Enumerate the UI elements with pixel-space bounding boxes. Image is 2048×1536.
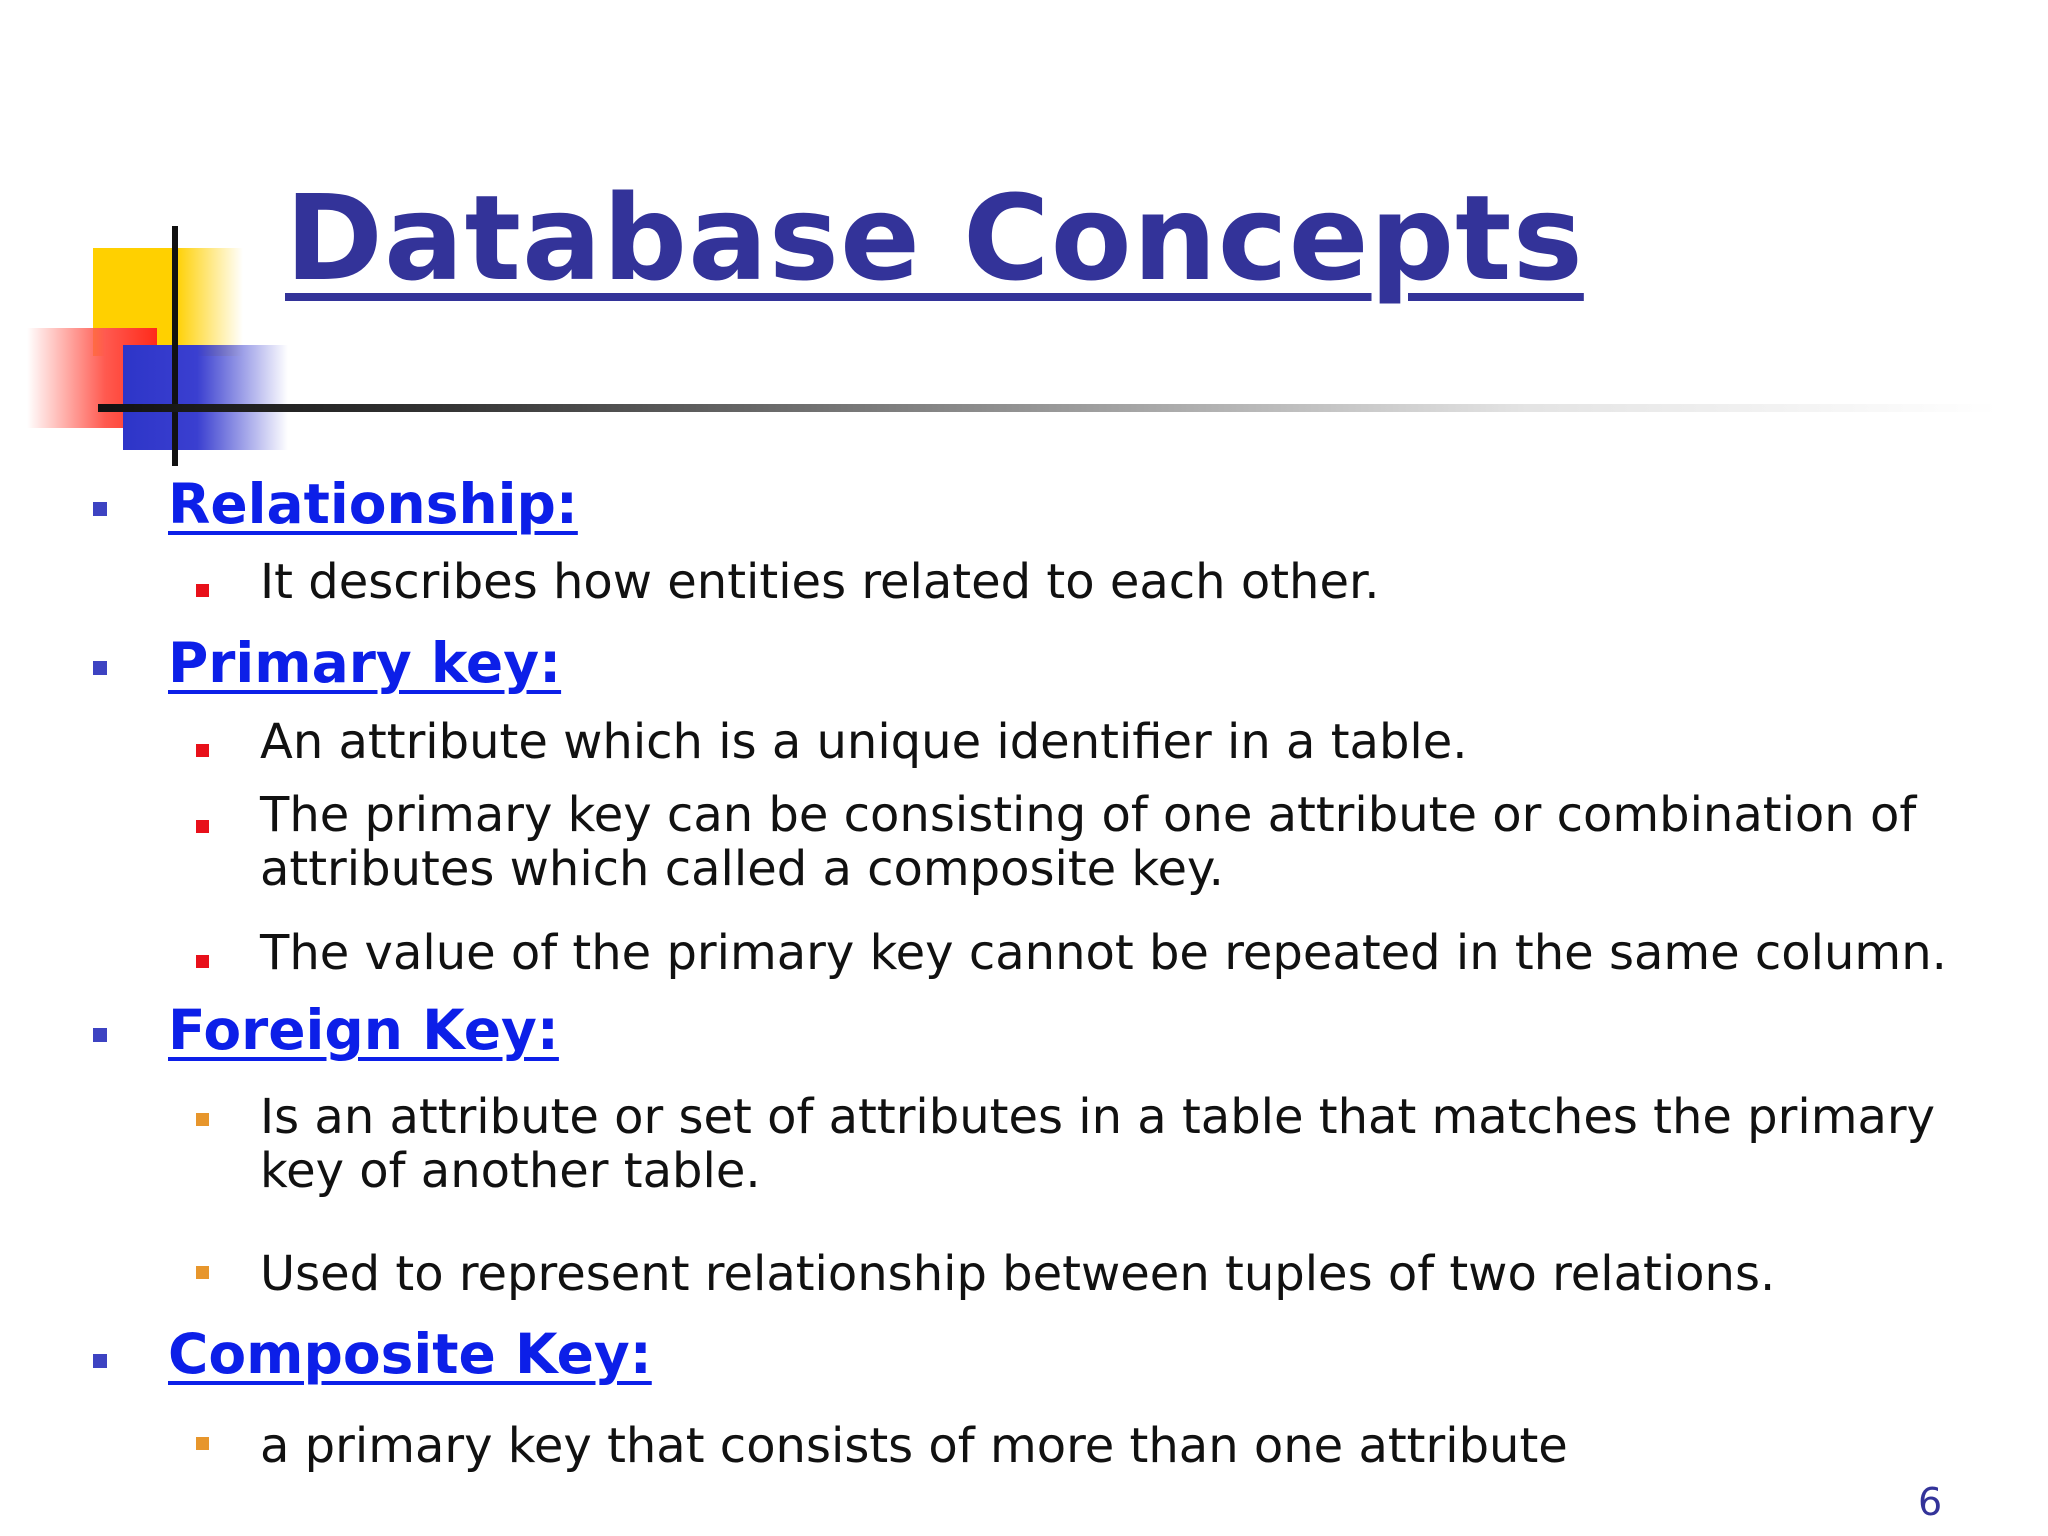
bullet-level2-icon	[196, 584, 209, 597]
bullet-level2-icon	[196, 1266, 209, 1279]
heading-foreign-key-link[interactable]: Foreign Key:	[168, 998, 559, 1062]
body-text-foreign-key-2: Used to represent relationship between tuples of two relations.	[260, 1246, 1776, 1302]
body-text-relationship-1: It describes how entities related to each other.	[260, 554, 1380, 610]
heading-relationship-link[interactable]: Relationship:	[168, 472, 578, 536]
bullet-level1-icon	[93, 502, 107, 516]
bullet-level2-icon	[196, 955, 209, 968]
bullet-level2-icon	[196, 744, 209, 757]
bullet-level1-icon	[93, 661, 107, 675]
bullet-level1-icon	[93, 1354, 107, 1368]
slide-title: Database Concepts	[285, 169, 1584, 307]
bullet-level2-icon	[196, 1113, 209, 1126]
bullet-level2-icon	[196, 1437, 209, 1450]
heading-primary-key-link[interactable]: Primary key:	[168, 631, 562, 695]
body-text-primary-key-3: The value of the primary key cannot be repeated in the same column.	[260, 925, 1947, 981]
bullet-level1-icon	[93, 1028, 107, 1042]
heading-composite-key-link[interactable]: Composite Key:	[168, 1322, 652, 1386]
bullet-level2-icon	[196, 820, 209, 833]
body-text-primary-key-2: The primary key can be consisting of one attribute or combination of attributes which called a composite key.	[260, 787, 1917, 897]
body-text-composite-key-1: a primary key that consists of more than one attribute	[260, 1418, 1568, 1474]
body-text-foreign-key-1: Is an attribute or set of attributes in a table that matches the primary key of another table.	[260, 1089, 1936, 1199]
page-number: 6	[1918, 1480, 1943, 1524]
body-text-primary-key-1: An attribute which is a unique identifier in a table.	[260, 714, 1468, 770]
